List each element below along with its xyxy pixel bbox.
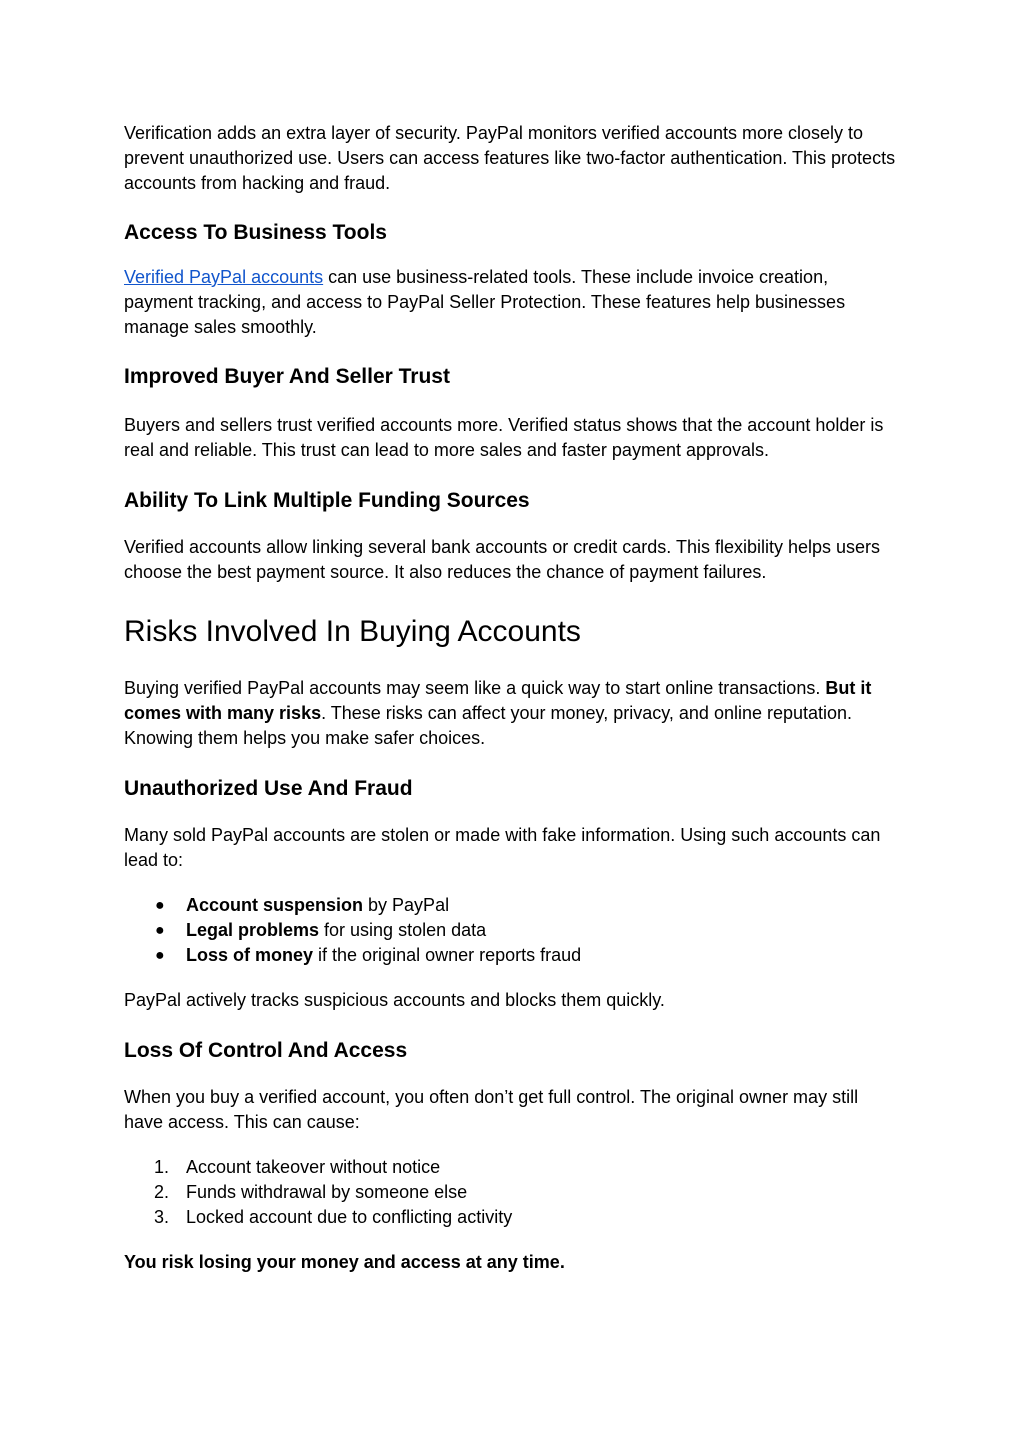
- list-item: [124, 1205, 900, 1230]
- risks-text-bold: But it comes with many risks: [124, 678, 872, 723]
- access-tools-text: can use business-related tools. These include invoice creation, payment tracking, and access to PayPal Seller Protection. These features help businesses manage sales smoothly.: [124, 267, 846, 337]
- intro-paragraph: Verification adds an extra layer of security. PayPal monitors verified accounts more closely to prevent unauthorized use. Users can access features like two-factor authentication. This protects accounts from hacking and fraud.: [124, 123, 896, 193]
- heading-funding-sources: Ability To Link Multiple Funding Sources: [124, 489, 530, 512]
- list-item: [124, 943, 900, 968]
- bullet-text: by PayPal: [363, 895, 450, 915]
- list-item: [124, 1180, 900, 1205]
- bullet-icon: ●: [155, 897, 165, 914]
- bullet-bold-text: Loss of money: [186, 945, 314, 965]
- heading-access-business-tools: Access To Business Tools: [124, 221, 387, 244]
- heading-unauthorized-use: Unauthorized Use And Fraud: [124, 777, 413, 800]
- list-item-text: Funds withdrawal by someone else: [186, 1182, 468, 1202]
- risks-text-before: Buying verified PayPal accounts may seem like a quick way to start online transactions.: [124, 678, 826, 698]
- list-number: 1.: [154, 1157, 170, 1177]
- bullet-bold-text: Account suspension: [186, 895, 364, 915]
- heading-improved-trust: Improved Buyer And Seller Trust: [124, 365, 450, 388]
- heading-risks: Risks Involved In Buying Accounts: [124, 615, 581, 648]
- bullet-text: if the original owner reports fraud: [313, 945, 582, 965]
- verified-paypal-accounts-link[interactable]: Verified PayPal accounts: [124, 267, 324, 287]
- paypal-tracks-paragraph: PayPal actively tracks suspicious accounts and blocks them quickly.: [124, 990, 665, 1010]
- improved-trust-paragraph: Buyers and sellers trust verified accounts more. Verified status shows that the account holder is real and reliable. This trust can lead to more sales and faster payment approvals.: [124, 415, 884, 460]
- list-number: 2.: [154, 1182, 170, 1202]
- bullet-text: for using stolen data: [319, 920, 487, 940]
- list-item: [124, 918, 900, 943]
- heading-loss-of-control: Loss Of Control And Access: [124, 1039, 408, 1062]
- unauthorized-paragraph: Many sold PayPal accounts are stolen or made with fake information. Using such accounts can lead to:: [124, 825, 881, 870]
- loss-control-paragraph: When you buy a verified account, you often don’t get full control. The original owner may still have access. This can cause:: [124, 1087, 859, 1132]
- unauthorized-bullet-list: [124, 893, 900, 968]
- risks-text-after: . These risks can affect your money, privacy, and online reputation. Knowing them helps you make safer choices.: [124, 703, 853, 748]
- loss-control-numbered-list: [124, 1155, 900, 1230]
- closing-warning: You risk losing your money and access at any time.: [124, 1252, 565, 1272]
- list-number: 3.: [154, 1207, 170, 1227]
- bullet-icon: ●: [155, 947, 165, 964]
- document-page: [124, 121, 900, 1275]
- list-item-text: Account takeover without notice: [186, 1157, 441, 1177]
- risks-paragraph: [124, 676, 900, 751]
- access-tools-paragraph: [124, 265, 900, 340]
- funding-sources-paragraph: Verified accounts allow linking several bank accounts or credit cards. This flexibility helps users choose the best payment source. It also reduces the chance of payment failures.: [124, 537, 881, 582]
- list-item-text: Locked account due to conflicting activity: [186, 1207, 513, 1227]
- list-item: [124, 1155, 900, 1180]
- bullet-bold-text: Legal problems: [186, 920, 320, 940]
- list-item: [124, 893, 900, 918]
- bullet-icon: ●: [155, 922, 165, 939]
